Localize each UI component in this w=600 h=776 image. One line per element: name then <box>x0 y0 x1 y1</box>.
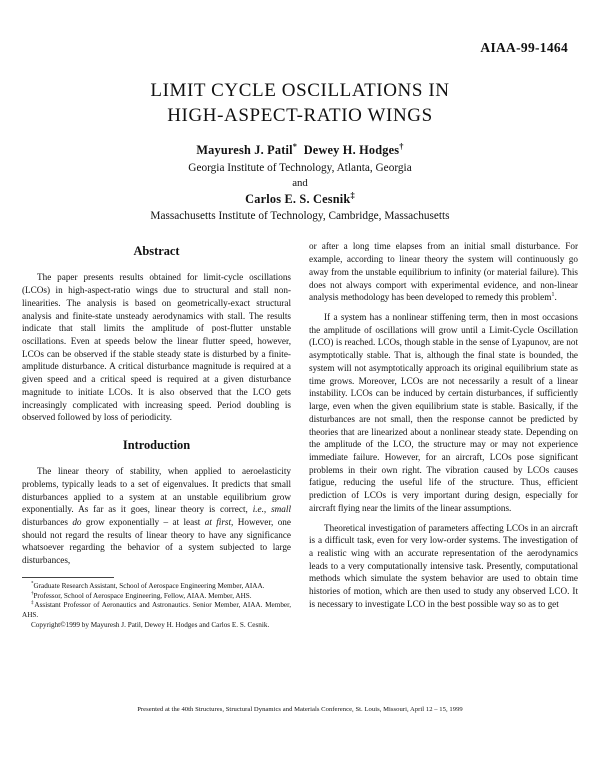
intro-p1-italic-at-first: at first, <box>204 516 234 527</box>
intro-p1-text-d: However, one should not regard the results of linear theory to have any significance whatsoever regarding the behavior of a system subjected to large disturbances, <box>22 516 291 566</box>
intro-p1-cont-period: . <box>554 292 557 303</box>
intro-p1-text-c: grow exponentially – at least <box>81 516 205 527</box>
citation-marker-1: 1 <box>551 291 555 299</box>
introduction-heading: Introduction <box>122 438 191 453</box>
author-line-secondary <box>22 191 578 208</box>
footnote-3-text: Assistant Professor of Aeronautics and Astronautics. Senior Member, AIAA. Member, AHS. <box>22 601 292 620</box>
conference-footer: Presented at the 40th Structures, Structural Dynamics and Materials Conference, St. Louis, Missouri, April 12 – 15, 1999 <box>137 706 463 713</box>
footnote-marker-double-dagger: ‡ <box>350 190 355 200</box>
introduction-paragraph-2: If a system has a nonlinear stiffening term, then in most occasions the amplitude of oscillations will grow until a Limit-Cycle Oscillation (LCO) is reached. LCOs, though stable in the sense of Lyapunov, are not asymptotically stable. That is, although the final state is bounded, the system will not asymptotically approach its original equilibrium state as time grows. Moreover, LCOs are not necessarily a result of a linear instability. LCOs can be induced by certain disturbances, if sufficiently large, even when the given equilibrium state is stable. Basically, if the disturbances are not small, then the response cannot be predicted by theories that are linearized about a nonlinear steady state. Depending on the amplitude of the LCO, the structure may or may not experience immediate failure. However, for an aircraft, LCOs pose significant problems in their own right. The vibration caused by LCOs causes fatigue, reducing the useful life of the structure. Thus, efficient prediction of LCOs is very important during design, especially for aircraft flying near the limits of the linear assumptions. <box>309 312 578 513</box>
author-name-patil: Mayuresh J. Patil <box>196 143 293 158</box>
intro-p1-italic-ie-small: i.e., small <box>252 504 292 515</box>
introduction-paragraph-1-continued <box>309 240 578 304</box>
footnote-divider <box>22 577 114 578</box>
page-title <box>22 78 578 128</box>
footnote-1-marker: * <box>31 581 34 587</box>
footnote-marker-asterisk: * <box>292 142 298 152</box>
intro-p1-text-a: The linear theory of stability, when applied to aeroelasticity problems, typically leads to a set of eigenvalues. It predicts that small disturbances applied to a system at an unstable equilibrium grow exponentially. As far as it goes, linear theory is correct, <box>22 466 291 515</box>
intro-p1-italic-do: do <box>72 516 82 527</box>
introduction-paragraph-1 <box>22 465 291 567</box>
footnote-2-text: Professor, School of Aerospace Engineering, Fellow, AIAA. Member, AHS. <box>33 591 252 600</box>
two-column-body <box>22 240 578 630</box>
abstract-paragraph: The paper presents results obtained for limit-cycle oscillations (LCOs) in high-aspect-ratio wings due to structural and stall non-linearities. The analysis is based on geometrically-exact structural analysis and finite-state unsteady aerodynamics with stall. The results indicate that stall limits the amplitude of post-flutter unstable oscillations. Even at speeds below the linear flutter speed, however, LCOs can be observed if the stable steady state is disturbed by a finite-amplitude disturbance. A critical disturbance magnitude is required at a given speed and a critical speed is required at a given disturbance magnitude to initiate LCOs. It is also observed that the LCO gets increasingly complicated with increasing speed. Period doubling is observed followed by loss of periodicity. <box>22 272 291 423</box>
introduction-paragraph-3: Theoretical investigation of parameters affecting LCOs in an aircraft is a difficult task, even for very low-order systems. The investigation of a realistic wing with an accurate representation of the aerodynamics leads to a very computationally intensive task. Presently, computational methods which simulate the system behavior are used to obtain time histories of motion, which are then used to study any observed LCO. It is necessary to investigate LCO in the best possible way so as to get <box>309 522 578 609</box>
affiliation-mit: Massachusetts Institute of Technology, Cambridge, Massachusetts <box>150 210 450 223</box>
report-number: AIAA-99-1464 <box>480 40 568 55</box>
intro-p1-cont-text: or after a long time elapses from an initial small disturbance. For example, according to linear theory the system will continuously go away from the unstable equilibrium to infinity (or material failure). This does not always comport with experimental evidence, and non-linear analysis methodology has been developed to remedy this problem <box>309 241 578 303</box>
right-column <box>309 240 578 610</box>
author-name-hodges: Dewey H. Hodges <box>303 143 400 158</box>
left-column <box>22 240 291 630</box>
footnote-1 <box>22 582 291 592</box>
author-connector: and <box>292 176 308 189</box>
affiliation-georgia-tech: Georgia Institute of Technology, Atlanta, Georgia <box>188 161 412 174</box>
author-line-primary <box>22 142 578 159</box>
abstract-heading: Abstract <box>133 244 180 259</box>
footnote-3-marker: ‡ <box>31 601 35 606</box>
footnote-3 <box>22 601 291 621</box>
footnote-2 <box>22 592 291 602</box>
title-line-2: HIGH-ASPECT-RATIO WINGS <box>167 105 433 127</box>
footnote-1-text: Graduate Research Assistant, School of Aerospace Engineering Member, AIAA. <box>33 581 265 590</box>
footnote-marker-dagger: † <box>399 142 404 152</box>
footnote-2-marker: † <box>31 591 34 597</box>
author-name-cesnik: Carlos E. S. Cesnik <box>245 191 351 206</box>
title-line-1: LIMIT CYCLE OSCILLATIONS IN <box>150 80 450 101</box>
intro-p1-text-b: disturbances <box>22 516 73 527</box>
copyright-notice: Copyright©1999 by Mayuresh J. Patil, Dewey H. Hodges and Carlos E. S. Cesnik. <box>31 620 270 629</box>
footnote-block <box>22 577 291 631</box>
author-block <box>22 142 578 224</box>
